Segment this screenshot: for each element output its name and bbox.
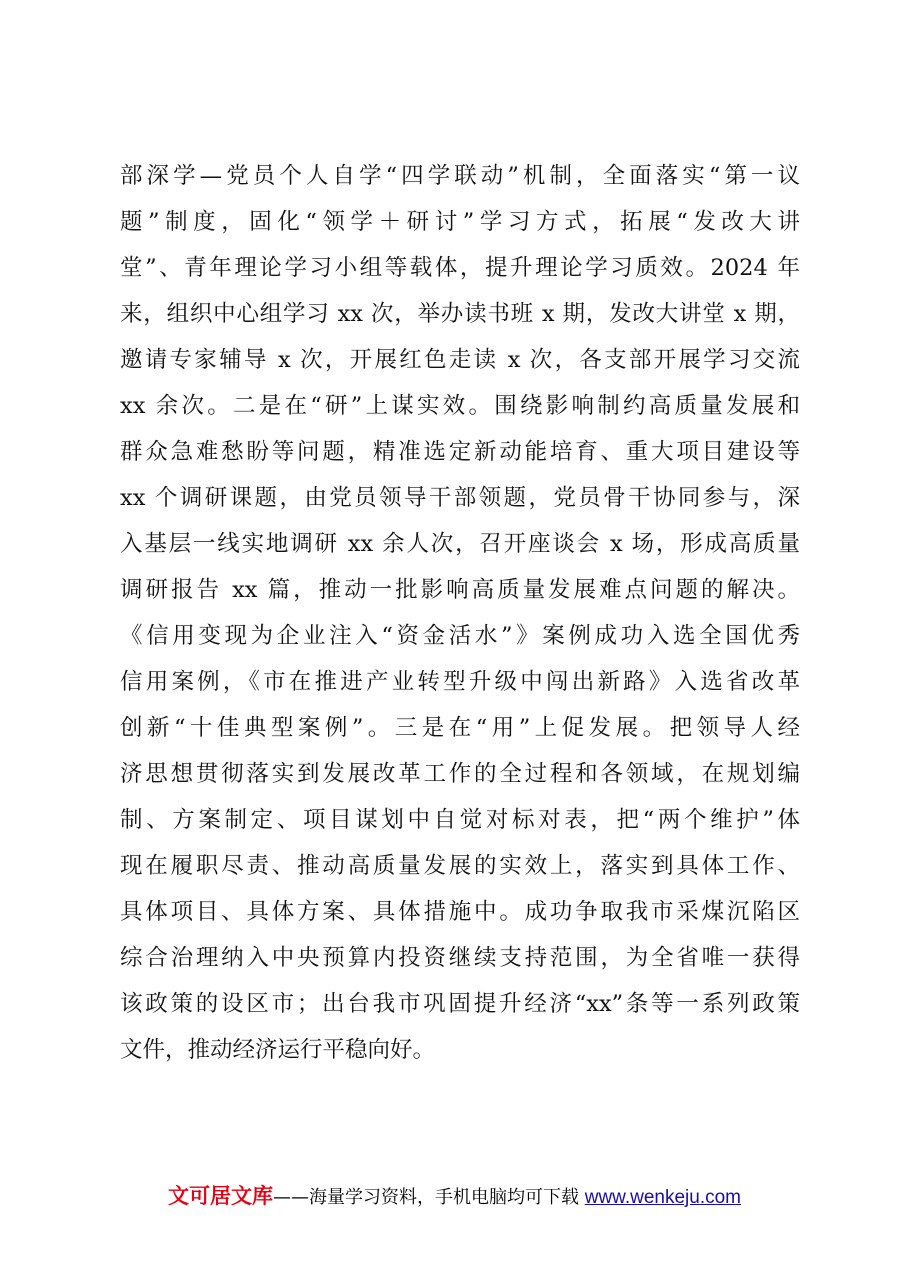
paragraph-line: 来，组织中心组学习 xx 次，举办读书班 x 期，发改大讲堂 x 期， (120, 301, 800, 327)
footer-dash: —— (272, 1187, 309, 1208)
paragraph-line: 该政策的设区市；出台我市巩固提升经济“xx”条等一系列政策 (120, 991, 800, 1017)
paragraph-line: 邀请专家辅导 x 次，开展红色走读 x 次，各支部开展学习交流 (120, 347, 800, 373)
paragraph-line: 《信用变现为企业注入“资金活水”》案例成功入选全国优秀 (120, 623, 800, 649)
paragraph-line: 综合治理纳入中央预算内投资继续支持范围，为全省唯一获得 (120, 945, 800, 971)
paragraph-line: 群众急难愁盼等问题，精准选定新动能培育、重大项目建设等 (120, 439, 800, 465)
paragraph-line: 部深学—党员个人自学“四学联动”机制，全面落实“第一议 (120, 163, 800, 189)
brand-name: 文可居文库 (167, 1184, 273, 1208)
paragraph-line: 信用案例，《市在推进产业转型升级中闯出新路》入选省改革 (120, 669, 800, 695)
footer-slogan: 海量学习资料，手机电脑均可下载 (308, 1187, 579, 1208)
paragraph-line: 堂”、青年理论学习小组等载体，提升理论学习质效。2024 年 (120, 255, 800, 281)
footer-banner (0, 1180, 909, 1214)
paragraph-line: 题”制度，固化“领学＋研讨”学习方式，拓展“发改大讲 (120, 209, 800, 235)
paragraph-line: xx 个调研课题，由党员领导干部领题，党员骨干协同参与，深 (120, 485, 800, 511)
document-body (120, 153, 800, 1073)
paragraph-line: 文件，推动经济运行平稳向好。 (120, 1037, 436, 1063)
website-link[interactable]: www.wenkeju.com (584, 1187, 741, 1208)
paragraph-line: 济思想贯彻落实到发展改革工作的全过程和各领域，在规划编 (120, 761, 800, 787)
paragraph-line: 具体项目、具体方案、具体措施中。成功争取我市采煤沉陷区 (120, 899, 800, 925)
paragraph-line: 入基层一线实地调研 xx 余人次，召开座谈会 x 场，形成高质量 (120, 531, 800, 557)
paragraph-line: 现在履职尽责、推动高质量发展的实效上，落实到具体工作、 (120, 853, 800, 879)
paragraph-line: 制、方案制定、项目谋划中自觉对标对表，把“两个维护”体 (120, 807, 800, 833)
paragraph-line: xx 余次。二是在“研”上谋实效。围绕影响制约高质量发展和 (120, 393, 800, 419)
paragraph-line: 调研报告 xx 篇，推动一批影响高质量发展难点问题的解决。 (120, 577, 800, 603)
paragraph-line: 创新“十佳典型案例”。三是在“用”上促发展。把领导人经 (120, 715, 800, 741)
